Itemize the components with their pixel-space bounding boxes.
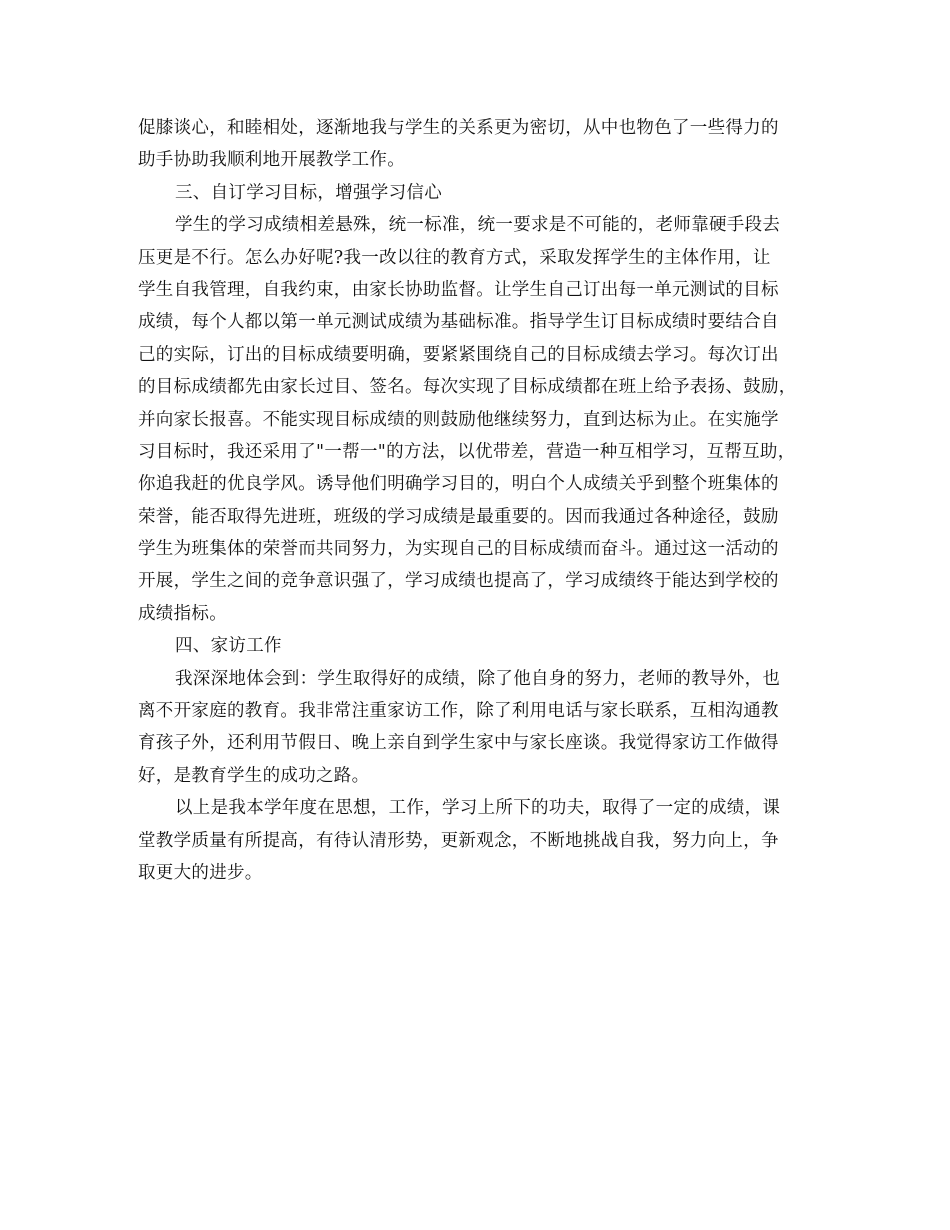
text-line: 取更大的进步。 (138, 862, 263, 883)
text-line: 我深深地体会到：学生取得好的成绩，除了他自身的努力，老师的教导外，也 (175, 668, 781, 689)
text-line: 开展，学生之间的竞争意识强了，学习成绩也提高了，学习成绩终于能达到学校的 (138, 571, 779, 592)
text-line: 三、自订学习目标，增强学习信心 (175, 182, 442, 203)
text-line: 己的实际，订出的目标成绩要明确，要紧紧围绕自己的目标成绩去学习。每次订出 (138, 344, 779, 365)
text-line: 压更是不行。怎么办好呢?我一改以往的教育方式，采取发挥学生的主体作用，让 (138, 247, 771, 268)
text-line: 并向家长报喜。不能实现目标成绩的则鼓励他继续努力，直到达标为止。在实施学 (138, 409, 779, 430)
text-line: 习目标时，我还采用了"一帮一"的方法，以优带差，营造一种互相学习，互帮互助， (138, 441, 796, 462)
text-line: 学生的学习成绩相差悬殊，统一标准，统一要求是不可能的，老师靠硬手段去 (175, 215, 781, 236)
text-line: 的目标成绩都先由家长过目、签名。每次实现了目标成绩都在班上给予表扬、鼓励， (138, 377, 797, 398)
text-line: 成绩指标。 (138, 603, 227, 624)
text-line: 堂教学质量有所提高，有待认清形势，更新观念，不断地挑战自我，努力向上，争 (138, 830, 779, 851)
text-line: 育孩子外，还利用节假日、晚上亲自到学生家中与家长座谈。我觉得家访工作做得 (138, 733, 779, 754)
text-line: 以上是我本学年度在思想，工作，学习上所下的功夫，取得了一定的成绩，课 (175, 798, 781, 819)
text-line: 学生自我管理，自我约束，由家长协助监督。让学生自己订出每一单元测试的目标 (138, 279, 779, 300)
document-body (138, 112, 818, 889)
text-line: 四、家访工作 (175, 636, 282, 657)
text-line: 荣誉，能否取得先进班，班级的学习成绩是最重要的。因而我通过各种途径，鼓励 (138, 506, 779, 527)
text-line: 你追我赶的优良学风。诱导他们明确学习目的，明白个人成绩关乎到整个班集体的 (138, 474, 779, 495)
text-line: 学生为班集体的荣誉而共同努力，为实现自己的目标成绩而奋斗。通过这一活动的 (138, 539, 779, 560)
text-line: 离不开家庭的教育。我非常注重家访工作，除了利用电话与家长联系，互相沟通教 (138, 701, 779, 722)
text-line: 好，是教育学生的成功之路。 (138, 765, 370, 786)
text-line: 助手协助我顺利地开展教学工作。 (138, 150, 405, 171)
text-line: 成绩，每个人都以第一单元测试成绩为基础标准。指导学生订目标成绩时要结合自 (138, 312, 779, 333)
text-line: 促膝谈心，和睦相处，逐渐地我与学生的关系更为密切，从中也物色了一些得力的 (138, 118, 779, 138)
